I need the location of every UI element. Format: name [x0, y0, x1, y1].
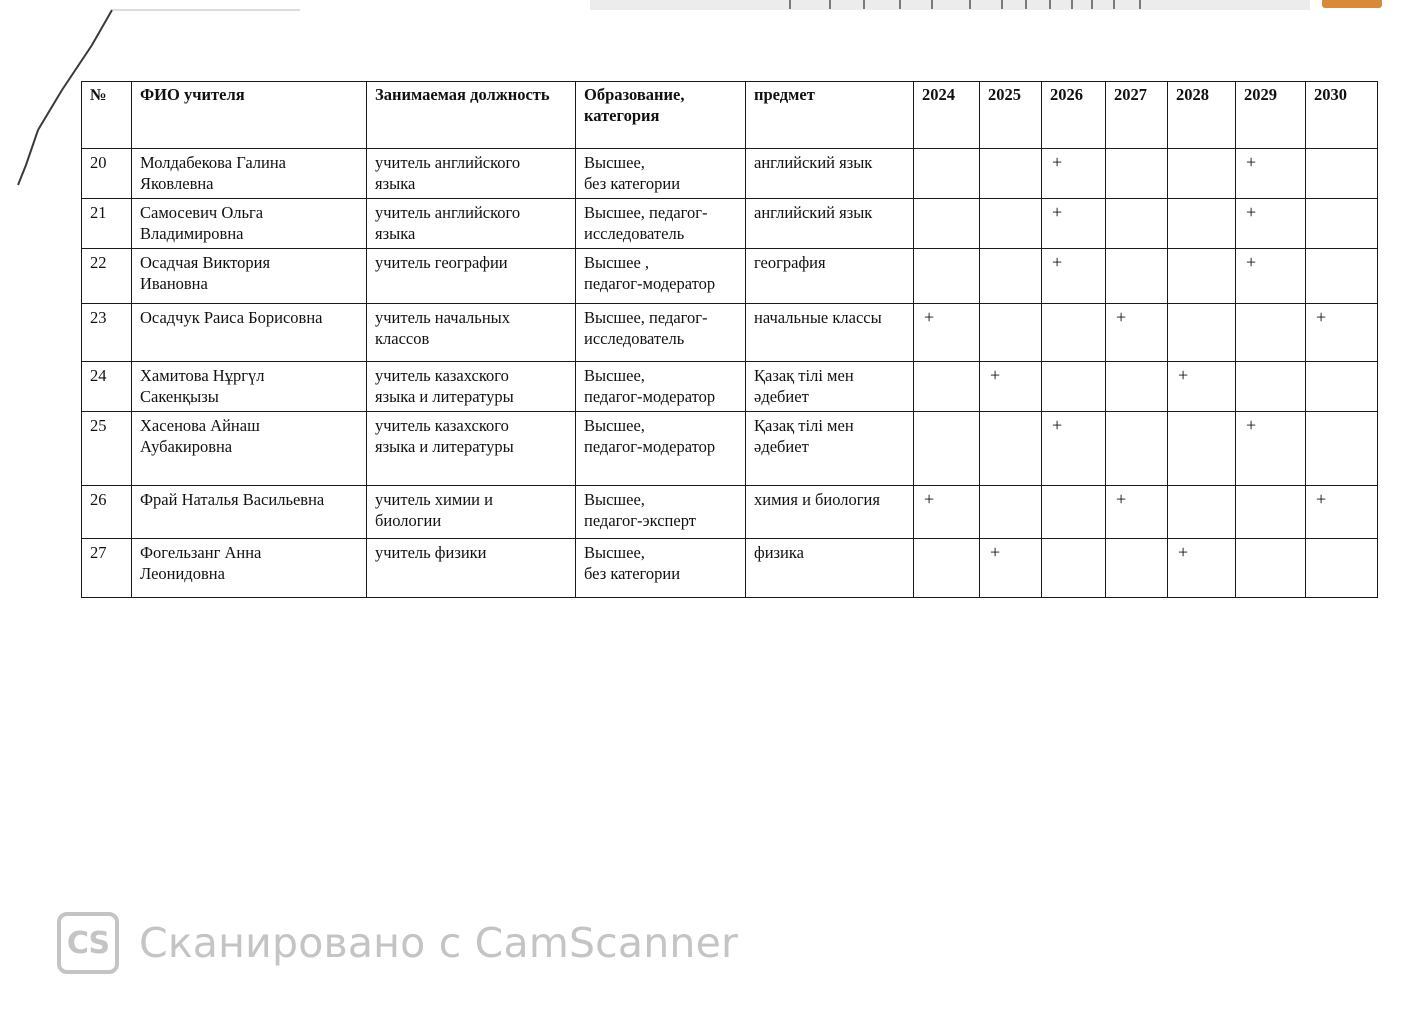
cell-year-mark — [1306, 412, 1378, 486]
cell-education: Высшее, педагог-модератор — [576, 362, 746, 412]
cell-year-mark — [1042, 362, 1106, 412]
header-subject: предмет — [746, 82, 914, 149]
cell-num: 23 — [82, 304, 132, 362]
cell-year-mark: + — [1106, 304, 1168, 362]
cell-position: учитель казахского языка и литературы — [367, 412, 576, 486]
cell-year-mark: + — [1236, 149, 1306, 199]
cell-year-mark — [980, 304, 1042, 362]
table-row — [82, 149, 1378, 199]
cell-year-mark — [914, 539, 980, 598]
cell-num: 25 — [82, 412, 132, 486]
cell-year-mark: + — [1168, 362, 1236, 412]
table-row — [82, 362, 1378, 412]
table-body — [82, 149, 1378, 598]
camscanner-logo-icon: CS — [57, 912, 119, 974]
cell-subject: начальные классы — [746, 304, 914, 362]
cell-year-mark — [1106, 412, 1168, 486]
cell-num: 26 — [82, 486, 132, 539]
cell-num: 24 — [82, 362, 132, 412]
cell-year-mark — [980, 199, 1042, 249]
cell-teacher-name: Осадчая Виктория Ивановна — [132, 249, 367, 304]
cell-year-mark: + — [1106, 486, 1168, 539]
header-year-2028: 2028 — [1168, 82, 1236, 149]
header-education: Образование, категория — [576, 82, 746, 149]
cell-year-mark: + — [1306, 486, 1378, 539]
cell-teacher-name: Фрай Наталья Васильевна — [132, 486, 367, 539]
cell-teacher-name: Осадчук Раиса Борисовна — [132, 304, 367, 362]
cell-education: Высшее, педагог- исследователь — [576, 304, 746, 362]
cell-education: Высшее, без категории — [576, 149, 746, 199]
cell-position: учитель английского языка — [367, 149, 576, 199]
table-row — [82, 412, 1378, 486]
cell-subject: английский язык — [746, 149, 914, 199]
teachers-table — [81, 81, 1378, 598]
cell-year-mark: + — [980, 539, 1042, 598]
cell-year-mark — [980, 149, 1042, 199]
cell-education: Высшее, педагог-эксперт — [576, 486, 746, 539]
header-num: № — [82, 82, 132, 149]
scan-top-marks — [780, 0, 1150, 10]
cell-year-mark — [1168, 486, 1236, 539]
cell-year-mark — [1106, 149, 1168, 199]
cell-position: учитель английского языка — [367, 199, 576, 249]
cell-position: учитель географии — [367, 249, 576, 304]
cell-year-mark — [1236, 362, 1306, 412]
header-year-2026: 2026 — [1042, 82, 1106, 149]
header-year-2030: 2030 — [1306, 82, 1378, 149]
cell-year-mark: + — [1042, 149, 1106, 199]
cell-subject: Қазақ тілі мен әдебиет — [746, 412, 914, 486]
cell-year-mark — [980, 249, 1042, 304]
cell-year-mark: + — [1042, 412, 1106, 486]
cell-num: 27 — [82, 539, 132, 598]
cell-teacher-name: Молдабекова Галина Яковлевна — [132, 149, 367, 199]
cell-subject: география — [746, 249, 914, 304]
cell-num: 21 — [82, 199, 132, 249]
cell-year-mark — [980, 412, 1042, 486]
cell-year-mark: + — [914, 486, 980, 539]
scan-top-corner — [1322, 0, 1382, 8]
cell-year-mark: + — [1306, 304, 1378, 362]
cell-year-mark — [1306, 539, 1378, 598]
cell-teacher-name: Фогельзанг Анна Леонидовна — [132, 539, 367, 598]
cell-subject: физика — [746, 539, 914, 598]
cell-year-mark — [1106, 199, 1168, 249]
cell-year-mark — [1168, 412, 1236, 486]
cell-year-mark — [1042, 486, 1106, 539]
camscanner-watermark — [57, 911, 738, 975]
cell-position: учитель физики — [367, 539, 576, 598]
cell-year-mark — [914, 249, 980, 304]
cell-education: Высшее, без категории — [576, 539, 746, 598]
table-row — [82, 304, 1378, 362]
cell-year-mark: + — [1168, 539, 1236, 598]
cell-year-mark — [914, 199, 980, 249]
cell-year-mark — [1042, 539, 1106, 598]
cell-year-mark — [980, 486, 1042, 539]
header-year-2029: 2029 — [1236, 82, 1306, 149]
cell-year-mark — [1168, 304, 1236, 362]
cell-year-mark: + — [914, 304, 980, 362]
table-row — [82, 249, 1378, 304]
cell-year-mark — [1306, 149, 1378, 199]
cell-year-mark — [1042, 304, 1106, 362]
cell-subject: Қазақ тілі мен әдебиет — [746, 362, 914, 412]
cell-position: учитель казахского языка и литературы — [367, 362, 576, 412]
watermark-text: Сканировано с CamScanner — [139, 919, 739, 967]
header-year-2027: 2027 — [1106, 82, 1168, 149]
cell-year-mark — [1168, 249, 1236, 304]
cell-teacher-name: Самосевич Ольга Владимировна — [132, 199, 367, 249]
table-header-row — [82, 82, 1378, 149]
cell-year-mark — [1306, 199, 1378, 249]
header-name: ФИО учителя — [132, 82, 367, 149]
cell-teacher-name: Хасенова Айнаш Аубакировна — [132, 412, 367, 486]
cell-year-mark — [1106, 539, 1168, 598]
cell-position: учитель химии и биологии — [367, 486, 576, 539]
cell-year-mark — [1106, 249, 1168, 304]
cell-year-mark — [914, 412, 980, 486]
header-year-2025: 2025 — [980, 82, 1042, 149]
cell-year-mark: + — [1236, 249, 1306, 304]
cell-education: Высшее, педагог- исследователь — [576, 199, 746, 249]
cell-year-mark — [1306, 362, 1378, 412]
cell-num: 22 — [82, 249, 132, 304]
cell-year-mark: + — [1042, 199, 1106, 249]
header-year-2024: 2024 — [914, 82, 980, 149]
cell-year-mark — [1106, 362, 1168, 412]
cell-education: Высшее , педагог-модератор — [576, 249, 746, 304]
table-row — [82, 486, 1378, 539]
cell-year-mark — [1306, 249, 1378, 304]
table-row — [82, 539, 1378, 598]
cell-year-mark — [1236, 486, 1306, 539]
cell-year-mark — [914, 362, 980, 412]
cell-year-mark: + — [1236, 412, 1306, 486]
cell-year-mark — [914, 149, 980, 199]
cell-subject: английский язык — [746, 199, 914, 249]
cell-num: 20 — [82, 149, 132, 199]
cell-position: учитель начальных классов — [367, 304, 576, 362]
cell-subject: химия и биология — [746, 486, 914, 539]
table-row — [82, 199, 1378, 249]
cell-year-mark — [1236, 304, 1306, 362]
cell-year-mark — [1236, 539, 1306, 598]
cell-teacher-name: Хамитова Нұргүл Сакенқызы — [132, 362, 367, 412]
cell-year-mark: + — [980, 362, 1042, 412]
cell-year-mark: + — [1042, 249, 1106, 304]
cell-year-mark — [1168, 149, 1236, 199]
cell-education: Высшее, педагог-модератор — [576, 412, 746, 486]
cell-year-mark — [1168, 199, 1236, 249]
header-position: Занимаемая должность — [367, 82, 576, 149]
cell-year-mark: + — [1236, 199, 1306, 249]
